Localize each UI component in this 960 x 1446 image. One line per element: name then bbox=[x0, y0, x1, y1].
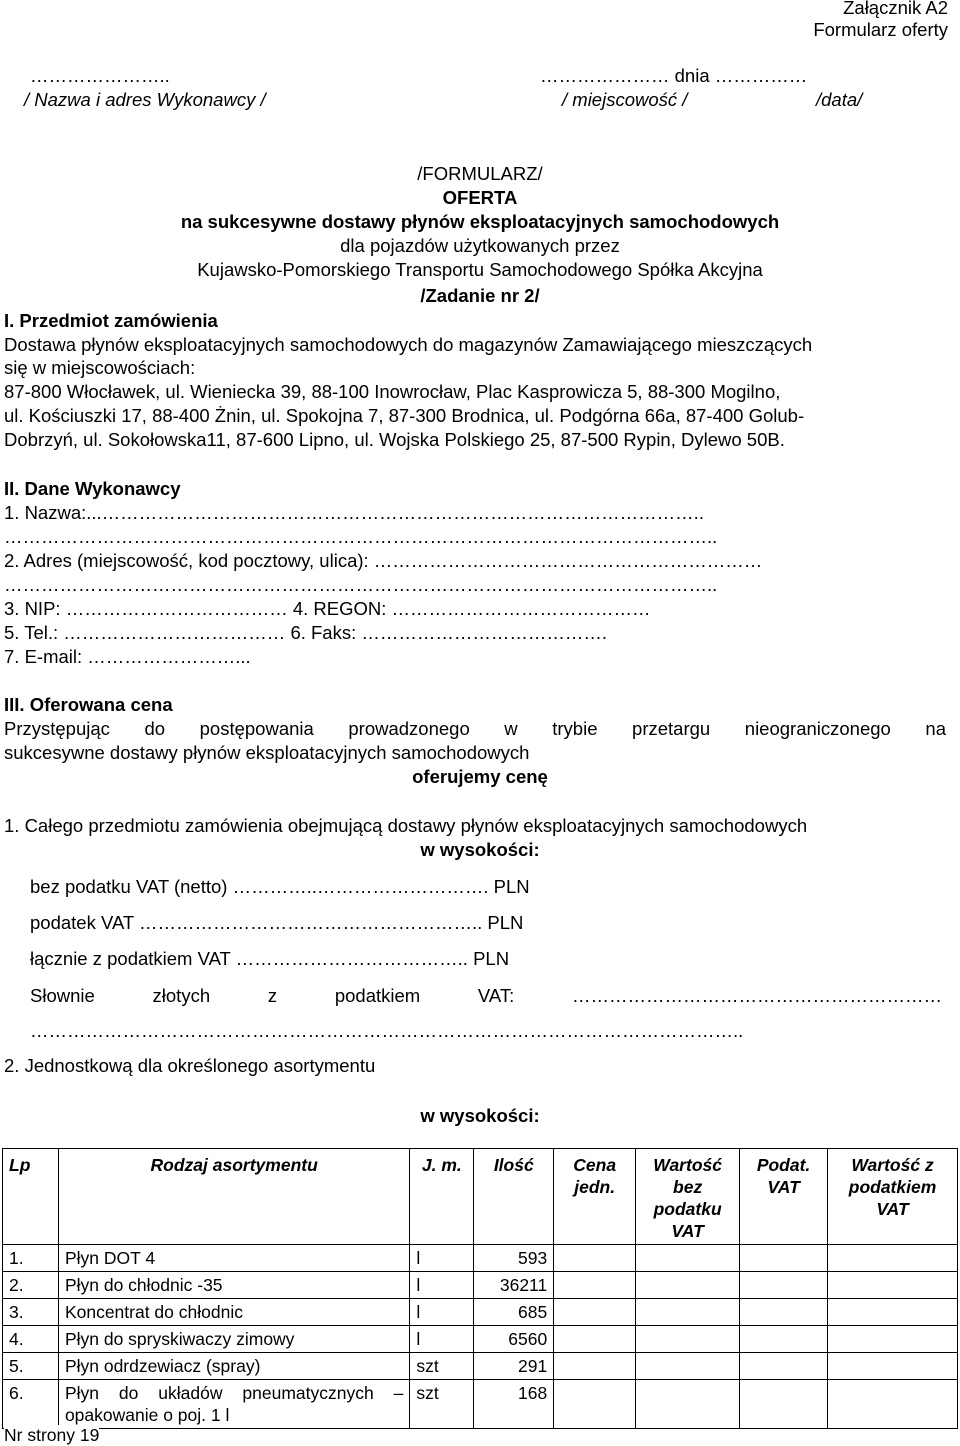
cell-unit: l bbox=[410, 1245, 474, 1272]
cell-net-value[interactable] bbox=[636, 1245, 740, 1272]
cell-name: Koncentrat do chłodnic bbox=[58, 1299, 409, 1326]
cell-net-value[interactable] bbox=[636, 1272, 740, 1299]
cell-gross-value[interactable] bbox=[828, 1353, 958, 1380]
price-point-2-amount: w wysokości: bbox=[420, 1105, 540, 1126]
section-2-heading: II. Dane Wykonawcy bbox=[4, 478, 181, 499]
cell-vat[interactable] bbox=[740, 1353, 828, 1380]
cell-unit: l bbox=[410, 1272, 474, 1299]
section-3-heading: III. Oferowana cena bbox=[4, 694, 173, 715]
vat-field[interactable]: podatek VAT ……………………………………………….. PLN bbox=[30, 912, 524, 933]
subject-title: na sukcesywne dostawy płynów eksploatacyjnych samochodowych bbox=[180, 211, 780, 232]
cell-net-value[interactable] bbox=[636, 1326, 740, 1353]
price-point-2: 2. Jednostkową dla określonego asortymentu bbox=[4, 1055, 376, 1076]
cell-lp: 1. bbox=[3, 1245, 59, 1272]
cell-unit: szt bbox=[410, 1380, 474, 1429]
table-row bbox=[3, 1272, 958, 1299]
section-1-line: 87-800 Włocławek, ul. Wieniecka 39, 88-100 Inowrocław, Plac Kasprowicza 5, 88-300 Mogilno, bbox=[4, 381, 781, 402]
table-row bbox=[3, 1353, 958, 1380]
assortment-table bbox=[2, 1148, 958, 1429]
table-row bbox=[3, 1326, 958, 1353]
contractor-address-field-cont[interactable]: …………………………………………………………………………………………………….. bbox=[4, 574, 718, 595]
contractor-name-field-cont[interactable]: …………………………………………………………………………………………………….. bbox=[4, 526, 718, 547]
cell-unit-price[interactable] bbox=[554, 1272, 636, 1299]
table-row bbox=[3, 1299, 958, 1326]
cell-net-value[interactable] bbox=[636, 1353, 740, 1380]
cell-unit-price[interactable] bbox=[554, 1326, 636, 1353]
header-net-value: Wartość bez podatku VAT bbox=[636, 1149, 740, 1245]
cell-vat[interactable] bbox=[740, 1272, 828, 1299]
offer-price-label: oferujemy cenę bbox=[412, 766, 548, 787]
contractor-address-field[interactable]: 2. Adres (miejscowość, kod pocztowy, ulica): ……………………………………………………… bbox=[4, 550, 763, 571]
cell-gross-value[interactable] bbox=[828, 1326, 958, 1353]
cell-gross-value[interactable] bbox=[828, 1299, 958, 1326]
header-name: Rodzaj asortymentu bbox=[58, 1149, 409, 1245]
cell-name: Płyn odrdzewiacz (spray) bbox=[58, 1353, 409, 1380]
header-qty: Ilość bbox=[474, 1149, 554, 1245]
header-unit: J. m. bbox=[410, 1149, 474, 1245]
cell-name: Płyn do układów pneumatycznych – opakowanie o poj. 1 l bbox=[58, 1380, 409, 1429]
cell-net-value[interactable] bbox=[636, 1380, 740, 1429]
header-vat: Podat. VAT bbox=[740, 1149, 828, 1245]
price-in-words-field[interactable]: Słownie złotych z podatkiem VAT: …………………………………………………… bbox=[30, 985, 942, 1006]
cell-vat[interactable] bbox=[740, 1245, 828, 1272]
cell-gross-value[interactable] bbox=[828, 1380, 958, 1429]
email-field[interactable]: 7. E-mail: ……………………... bbox=[4, 646, 251, 667]
net-price-field[interactable]: bez podatku VAT (netto) …………..………………………. PLN bbox=[30, 876, 530, 897]
section-3-intro: Przystępując do postępowania prowadzonego w trybie przetargu nieograniczonego na bbox=[4, 718, 946, 739]
cell-unit: l bbox=[410, 1299, 474, 1326]
date-label: /data/ bbox=[816, 89, 863, 110]
table-row bbox=[3, 1245, 958, 1272]
place-label: / miejscowość / bbox=[562, 89, 688, 110]
cell-unit: szt bbox=[410, 1353, 474, 1380]
section-1-line: Dostawa płynów eksploatacyjnych samochodowych do magazynów Zamawiającego mieszczących bbox=[4, 334, 813, 355]
cell-unit-price[interactable] bbox=[554, 1245, 636, 1272]
section-1-line: Dobrzyń, ul. Sokołowska11, 87-600 Lipno, ul. Wojska Polskiego 25, 87-500 Rypin, Dylewo 50B. bbox=[4, 429, 785, 450]
task-number: /Zadanie nr 2/ bbox=[420, 285, 540, 306]
contractor-label: / Nazwa i adres Wykonawcy / bbox=[24, 89, 266, 110]
cell-qty: 6560 bbox=[474, 1326, 554, 1353]
section-3-intro-cont: sukcesywne dostawy płynów eksploatacyjnych samochodowych bbox=[4, 742, 530, 763]
offer-title: OFERTA bbox=[442, 187, 518, 208]
cell-vat[interactable] bbox=[740, 1380, 828, 1429]
header-lp: Lp bbox=[3, 1149, 59, 1245]
price-in-words-field-cont[interactable]: …………………………………………………………………………………………………….. bbox=[30, 1020, 744, 1041]
table-row bbox=[3, 1380, 958, 1429]
contractor-dots: ………………….. bbox=[30, 65, 170, 86]
annex-label: Załącznik A2 bbox=[843, 0, 948, 18]
form-name: Formularz oferty bbox=[813, 19, 948, 40]
cell-net-value[interactable] bbox=[636, 1299, 740, 1326]
tel-fax-field[interactable]: 5. Tel.: ……………………………… 6. Faks: …………………………………. bbox=[4, 622, 608, 643]
cell-lp: 6. bbox=[3, 1380, 59, 1429]
cell-qty: 168 bbox=[474, 1380, 554, 1429]
subject-line-2: dla pojazdów użytkowanych przez bbox=[340, 235, 620, 256]
cell-qty: 685 bbox=[474, 1299, 554, 1326]
company-name: Kujawsko-Pomorskiego Transportu Samochodowego Spółka Akcyjna bbox=[197, 259, 763, 280]
header-unit-price: Cena jedn. bbox=[554, 1149, 636, 1245]
page-number: Nr strony 19 bbox=[4, 1425, 100, 1445]
cell-qty: 593 bbox=[474, 1245, 554, 1272]
cell-unit-price[interactable] bbox=[554, 1380, 636, 1429]
cell-qty: 291 bbox=[474, 1353, 554, 1380]
price-point-1: 1. Całego przedmiotu zamówienia obejmującą dostawy płynów eksploatacyjnych samochodowych bbox=[4, 815, 808, 836]
price-point-1-amount: w wysokości: bbox=[420, 839, 540, 860]
cell-vat[interactable] bbox=[740, 1326, 828, 1353]
cell-lp: 4. bbox=[3, 1326, 59, 1353]
contractor-name-field[interactable]: 1. Nazwa:...…………………………………………………………………………………….. bbox=[4, 502, 704, 523]
cell-gross-value[interactable] bbox=[828, 1245, 958, 1272]
place-date-dots: ………………… dnia …………… bbox=[540, 65, 808, 86]
section-1-line: się w miejscowościach: bbox=[4, 357, 196, 378]
cell-unit-price[interactable] bbox=[554, 1353, 636, 1380]
form-title: /FORMULARZ/ bbox=[417, 163, 543, 184]
cell-unit: l bbox=[410, 1326, 474, 1353]
cell-lp: 2. bbox=[3, 1272, 59, 1299]
cell-qty: 36211 bbox=[474, 1272, 554, 1299]
cell-unit-price[interactable] bbox=[554, 1299, 636, 1326]
nip-regon-field[interactable]: 3. NIP: ……………………………… 4. REGON: …………………………………… bbox=[4, 598, 651, 619]
cell-name: Płyn DOT 4 bbox=[58, 1245, 409, 1272]
gross-price-field[interactable]: łącznie z podatkiem VAT ……………………………….. PLN bbox=[30, 948, 510, 969]
cell-lp: 5. bbox=[3, 1353, 59, 1380]
cell-lp: 3. bbox=[3, 1299, 59, 1326]
section-1-heading: I. Przedmiot zamówienia bbox=[4, 310, 218, 331]
cell-name: Płyn do chłodnic -35 bbox=[58, 1272, 409, 1299]
cell-gross-value[interactable] bbox=[828, 1272, 958, 1299]
cell-vat[interactable] bbox=[740, 1299, 828, 1326]
header-gross-value: Wartość z podatkiem VAT bbox=[828, 1149, 958, 1245]
section-1-line: ul. Kościuszki 17, 88-400 Żnin, ul. Spokojna 7, 87-300 Brodnica, ul. Podgórna 66a, 87-400 Golub- bbox=[4, 405, 805, 426]
cell-name: Płyn do spryskiwaczy zimowy bbox=[58, 1326, 409, 1353]
